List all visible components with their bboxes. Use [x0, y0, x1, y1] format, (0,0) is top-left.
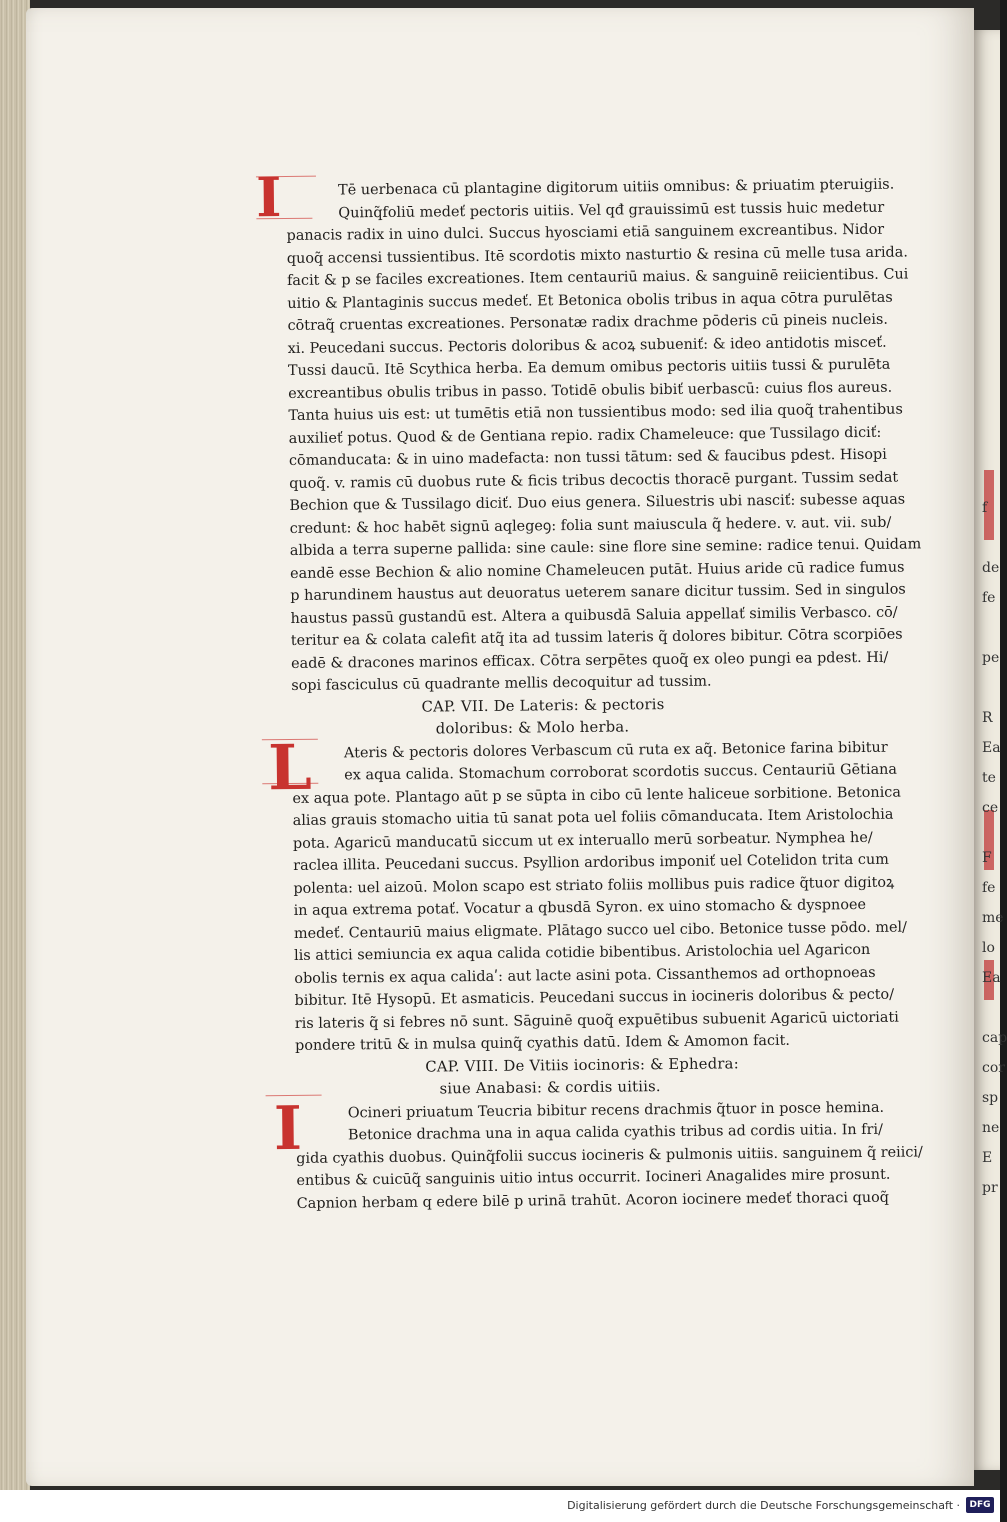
text-line: Ocineri priuatum Teucria bibitur recens drachmis q̃tuor in posce hemina.: [347, 1099, 885, 1121]
text-block: [255, 165, 927, 1215]
text-line: xi. Peucedani succus. Pectoris doloribus & acoꝝ subueniť: & ideo antidotis misceť.: [287, 334, 887, 357]
facing-fragment: R: [982, 710, 993, 726]
rubricated-initial: L: [267, 730, 313, 804]
text-line: lis attici semiuncia ex aqua calida cotidie bibentibus. Aristolochia uel Agaricon: [294, 941, 871, 964]
section-iocinoris: [273, 1093, 927, 1215]
text-line: uitio & Plantaginis succus medeť. Et Betonica obolis tribus in aqua cōtra purulētas: [287, 289, 893, 312]
facing-fragment: Ea: [982, 970, 1001, 986]
text-line: eandē esse Bechion & alio nomine Chameleucen putāt. Huius aride cū radice fumus: [290, 559, 905, 582]
text-line: haustus passū gustandū est. Altera a quibusdā Saluia appellať similis Verbasco. cō/: [290, 604, 898, 627]
chapter-heading: CAP. VIII. De Vitiis iocinoris: & Ephedra:: [425, 1054, 739, 1076]
chapter-heading: doloribus: & Molo herba.: [435, 718, 630, 738]
text-line: ris lateris q̃ si febres nō sunt. Sāguinē quoq̃ expuētibus subuenit Agaricū uictoriati: [294, 1009, 899, 1032]
text-line: polenta: uel aizoū. Molon scapo est striato foliis mollibus puis radice q̃tuor digitoꝝ: [293, 874, 895, 897]
text-line: raclea illita. Peucedani succus. Psyllion ardoribus imponiť uel Cotelidon trita cum: [293, 851, 889, 874]
text-line: obolis ternis ex aqua calidaʹ: aut lacte asini pota. Cissanthemos ad orthopnoeas: [294, 964, 876, 987]
facing-page: [974, 30, 1007, 1470]
text-line: Ateris & pectoris dolores Verbascum cū ruta ex aq̃. Betonice farina bibitur: [343, 739, 888, 761]
text-line: pondere tritū & in mulsa quinq̃ cyathis datū. Idem & Amomon facit.: [294, 1032, 791, 1054]
text-line: albida a terra superne pallida: sine caule: sine flore sine semine: radice tenui. Quidam: [289, 536, 922, 559]
text-line: ex aqua calida. Stomachum corroborat scordotis succus. Centauriū Gētiana: [344, 761, 898, 784]
text-line: alias grauis stomacho uitia tū sanat pota uel foliis cōmanducata. Item Aristolochia: [292, 806, 894, 829]
facing-fragment: cap: [982, 1030, 1007, 1046]
text-line: medeť. Centauriū maius eligmate. Plātago succo uel cibo. Betonice tusse pōdo. mel/: [293, 919, 908, 942]
text-line: panacis radix in uino dulci. Succus hyosciami etiā sanguinem excreantibus. Nidor: [286, 221, 885, 244]
facing-fragment: f: [982, 500, 988, 516]
text-line: cōmanducata: & in uino madefacta: non tussi tātum: sed & faucibus pdest. Hisopi: [288, 446, 887, 469]
facing-fragment: ce: [982, 800, 999, 816]
text-line: eadē & dracones marinos efficax. Cōtra serpētes quoq̃ ex oleo pungi ea pdest. Hi/: [290, 649, 889, 672]
text-line: quoq̃. v. ramis cū duobus rute & ficis tribus decoctis thoracē purgant. Tussim sedat: [289, 469, 899, 492]
facing-fragment: E: [982, 1150, 993, 1166]
text-line: excreantibus obulis tribus in passo. Totidē obulis bibiť uerbascū: cuius flos aureus.: [288, 379, 893, 402]
footer-credit: Digitalisierung gefördert durch die Deutsche Forschungsgemeinschaft ·: [567, 1499, 960, 1512]
facing-fragment: me: [982, 910, 1004, 926]
text-line: Quinq̃foliū medeť pectoris uitiis. Vel qđ grauissimū est tussis huic medetur: [338, 199, 885, 221]
text-line: credunt: & hoc habēt signū aqlegeꝯ: folia sunt maiuscula q̃ hedere. v. aut. vii. sub/: [289, 514, 892, 537]
rubricated-initial: I: [255, 165, 282, 230]
text-line: Bechion que & Tussilago diciť. Duo eius genera. Siluestris ubi nasciť: subesse aquas: [289, 491, 906, 514]
text-line: Tussi daucū. Itē Scythica herba. Ea demum omibus pectoris uitiis tussi & purulēta: [287, 356, 891, 379]
text-line: p harundinem haustus aut deuoratus ueterem sanare dicitur tussim. Sed in singulos: [290, 581, 906, 604]
text-line: Tanta huius uis est: ut tumētis etiā non tussientibus modo: sed ilia quoq̃ trahentibus: [288, 401, 903, 424]
text-line: entibus & cuicūq̃ sanguinis uitio intus occurrit. Iocineri Anagalides mire prosunt.: [296, 1166, 891, 1189]
text-line: teritur ea & colata calefit atq̃ ita ad tussim lateris q̃ dolores bibitur. Cōtra scorpiōes: [290, 626, 903, 649]
text-line: facit & p se faciles excreationes. Item centauriū maius. & sanguinē reiicientibus. Cui: [286, 266, 909, 289]
facing-fragment: pe: [982, 650, 1000, 666]
facing-fragment: cor: [982, 1060, 1005, 1076]
text-line: ex aqua pote. Plantago aūt p se sūpta in cibo cū lente haliceue sorbitione. Betonica: [292, 784, 901, 807]
facing-fragment: fe: [982, 880, 996, 896]
section-lateris: [267, 730, 925, 1058]
text-line: gida cyathis duobus. Quinq̃folii succus iocineris & pulmonis uitiis. sanguinem q̃ reiici/: [296, 1143, 923, 1167]
text-line: bibitur. Itē Hysopū. Et asmaticis. Peucedani succus in iocineris doloribus & pecto/: [294, 986, 895, 1009]
facing-fragment: Ea: [982, 740, 1001, 756]
section-tussis: [255, 165, 922, 697]
text-line: Capnion herbam q edere bilē p urinā trahūt. Acoron iocinere medeť thoraci quoq̃: [296, 1189, 890, 1212]
text-line: Tē uerbenaca cū plantagine digitorum uitiis omnibus: & priuatim pteruigiis.: [338, 176, 895, 199]
text-line: Betonice drachma una in aqua calida cyathis tribus ad cordis uitia. In fri/: [347, 1121, 883, 1144]
text-line: pota. Agaricū manducatū siccum ut ex interuallo merū sorbeatur. Nymphea he/: [292, 829, 873, 852]
text-line: sopi fasciculus cū quadrante mellis decoquitur ad tussim.: [291, 673, 712, 694]
text-line: auxilieť potus. Quod & de Gentiana repio. radix Chameleuce: que Tussilago diciť:: [288, 424, 882, 447]
dfg-logo: DFG: [966, 1497, 994, 1513]
text-line: cōtraq̃ cruentas excreationes. Personatæ radix drachme pōderis cū pineis nucleis.: [287, 311, 888, 334]
facing-fragment: te: [982, 770, 996, 786]
facing-fragment: sp: [982, 1090, 999, 1106]
text-line: in aqua extrema potať. Vocatur a qbusdā Syron. ex uino stomacho & dyspnoee: [293, 896, 867, 919]
facing-fragment: lo: [982, 940, 995, 956]
chapter-heading: siue Anabasi: & cordis uitiis.: [439, 1078, 661, 1098]
facing-fragment: F: [982, 850, 992, 866]
facing-fragment: de: [982, 560, 1000, 576]
footer-bar: [0, 1490, 1000, 1522]
text-line: quoq̃ accensi tussientibus. Itē scordotis mixto nasturtio & resina cū melle tusa arida.: [286, 243, 908, 267]
facing-fragment: pr: [982, 1180, 998, 1196]
facing-fragment: ne: [982, 1120, 1000, 1136]
chapter-heading: CAP. VII. De Lateris: & pectoris: [421, 695, 665, 716]
facing-fragment: fe: [982, 590, 996, 606]
rubricated-initial: I: [273, 1093, 303, 1164]
